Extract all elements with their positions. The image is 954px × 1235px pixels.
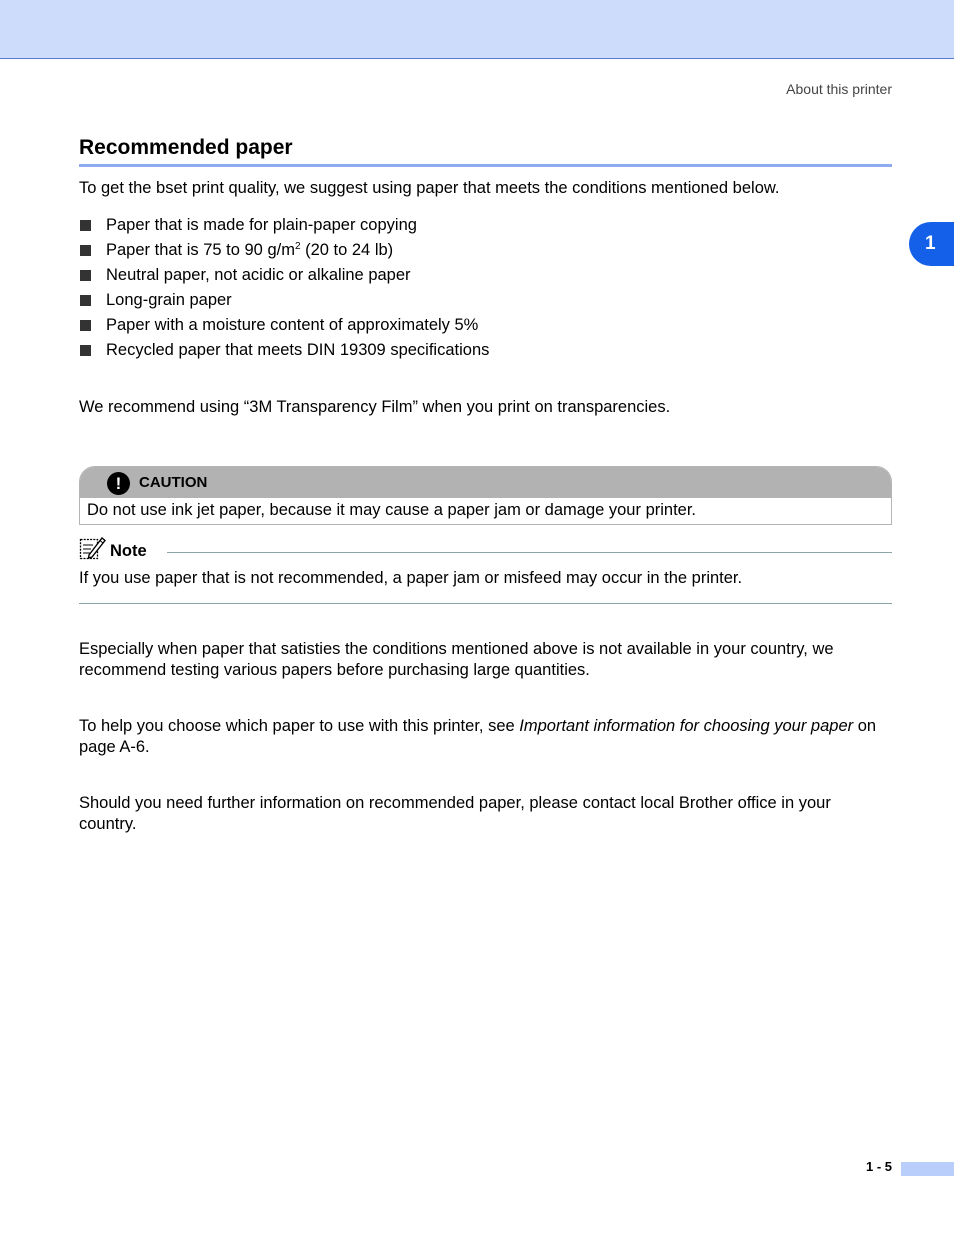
- transparency-paragraph: We recommend using “3M Transparency Film” when you print on transparencies.: [79, 398, 671, 416]
- intro-paragraph: To get the bset print quality, we suggest using paper that meets the conditions mentioned below.: [79, 179, 780, 197]
- footer-band: [901, 1162, 954, 1176]
- square-bullet-icon: [80, 320, 91, 331]
- contact-paragraph: Should you need further information on recommended paper, please contact local Brother office in your country.: [79, 794, 831, 833]
- note-label: Note: [110, 542, 147, 560]
- square-bullet-icon: [80, 345, 91, 356]
- note-header: [79, 535, 892, 568]
- square-bullet-icon: [80, 270, 91, 281]
- note-text: If you use paper that is not recommended, a paper jam or misfeed may occur in the printer.: [79, 568, 892, 604]
- paper-requirements-list: [79, 213, 892, 363]
- availability-paragraph: Especially when paper that satisties the conditions mentioned above is not available in your country, we recommend testing various papers before purchasing large quantities.: [79, 640, 834, 679]
- list-item: Paper that is made for plain-paper copying: [79, 213, 892, 238]
- page-content: [79, 136, 892, 835]
- page-number: 1 - 5: [865, 1159, 892, 1174]
- help-paragraph: To help you choose which paper to use with this printer, see Important information for choosing your paper on page A-6.: [79, 717, 877, 756]
- caution-box: [79, 466, 892, 525]
- note-divider: [167, 552, 892, 553]
- caution-text: Do not use ink jet paper, because it may cause a paper jam or damage your printer.: [87, 501, 697, 519]
- chapter-tab[interactable]: 1: [909, 222, 954, 266]
- list-item: Recycled paper that meets DIN 19309 specifications: [79, 338, 892, 363]
- square-bullet-icon: [80, 295, 91, 306]
- square-bullet-icon: [80, 245, 91, 256]
- list-item: Paper with a moisture content of approximately 5%: [79, 313, 892, 338]
- reference-link[interactable]: Important information for choosing your paper: [519, 717, 854, 735]
- section-title: Recommended paper: [79, 136, 892, 167]
- exclamation-icon: !: [107, 472, 130, 495]
- running-head: About this printer: [786, 81, 892, 97]
- list-item: Long-grain paper: [79, 288, 892, 313]
- list-item: Paper that is 75 to 90 $g/m^2$ (20 to 24 lb): [79, 238, 892, 263]
- caution-header: [80, 467, 891, 498]
- square-bullet-icon: [80, 220, 91, 231]
- header-band: [0, 0, 954, 59]
- pencil-note-icon: [79, 535, 106, 561]
- list-item: Neutral paper, not acidic or alkaline paper: [79, 263, 892, 288]
- caution-label: CAUTION: [139, 474, 208, 491]
